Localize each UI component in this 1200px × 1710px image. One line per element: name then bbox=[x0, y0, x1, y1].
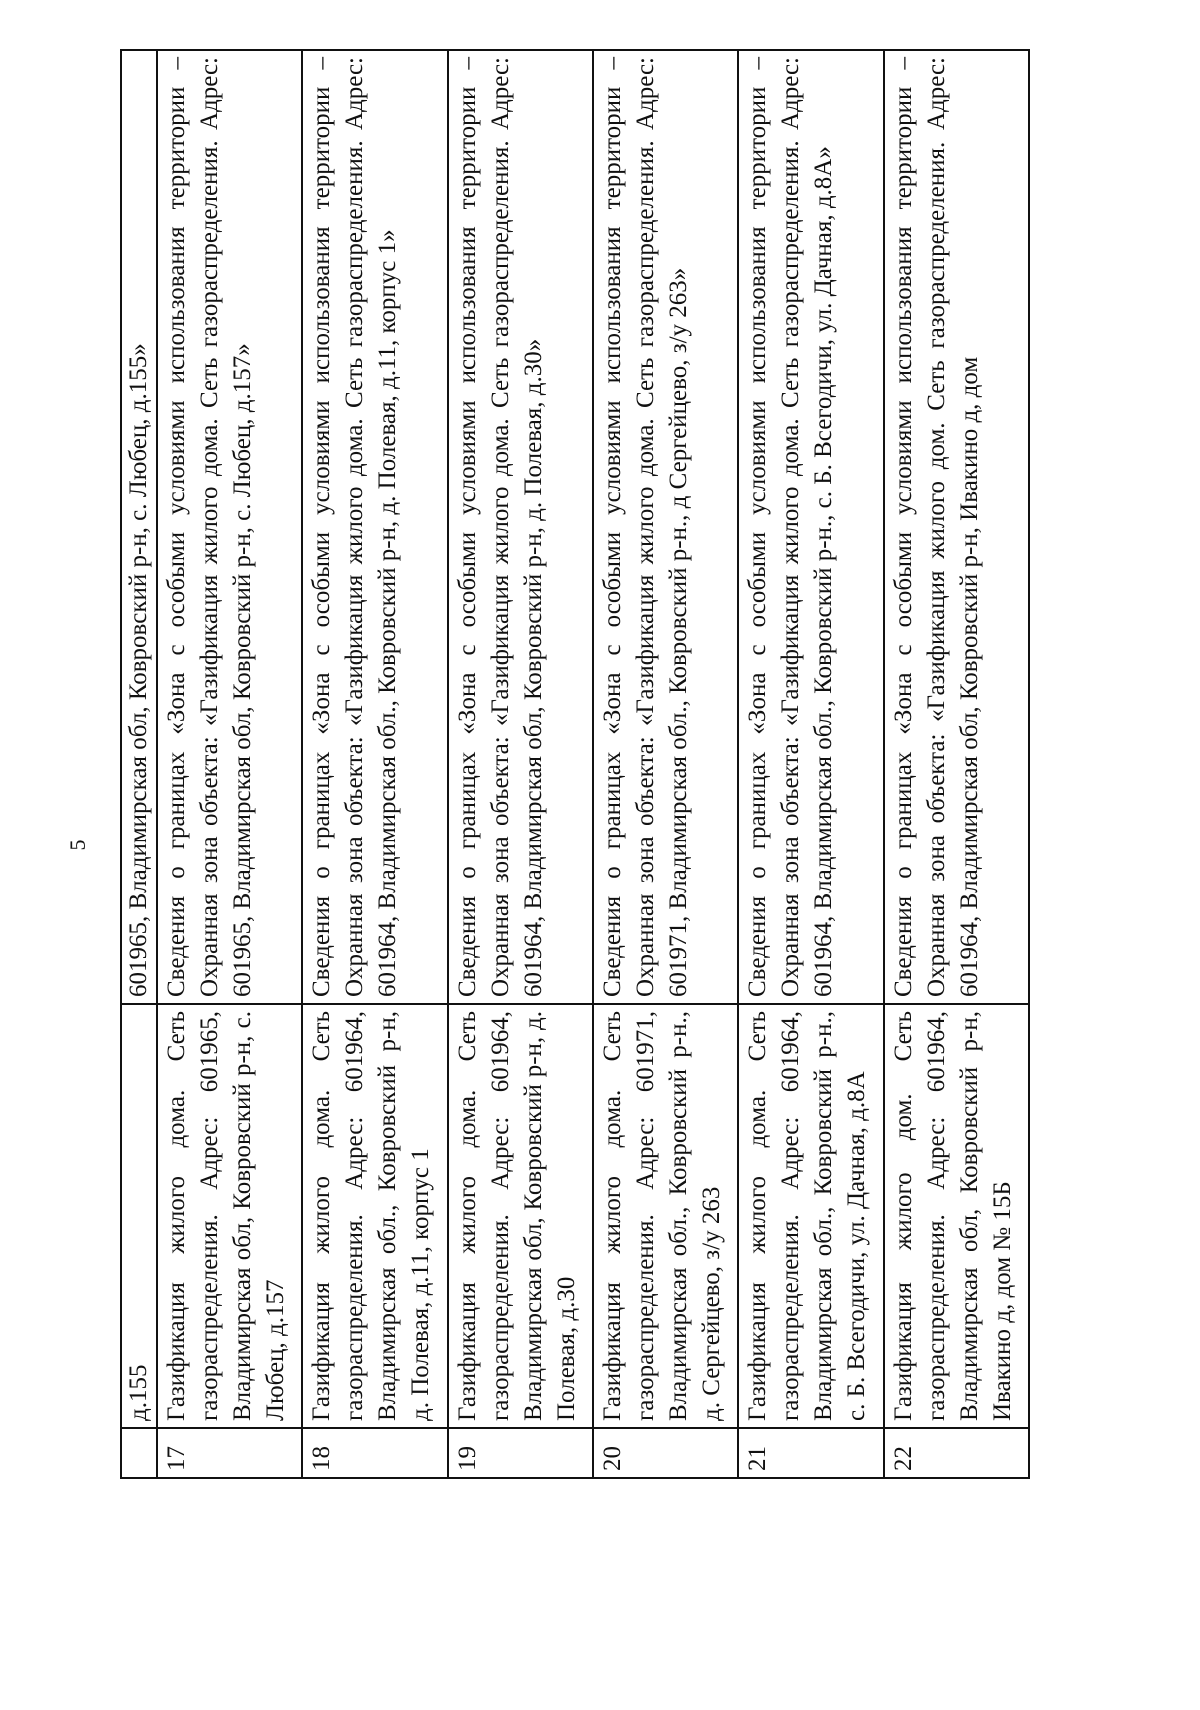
info-cell: Сведения о границах «Зона с особыми условиями использования территории – Охранная зона объекта: «Газификация жилого дома. Сеть газораспределения. Адрес: 601964, Владимирская обл., Ковровский р-н., с. Б. Всегодичи, ул. Дачная, д.8А» bbox=[738, 50, 883, 1004]
table-row bbox=[738, 50, 883, 1478]
info-cell: 601965, Владимирская обл, Ковровский р-н, с. Любец, д.155» bbox=[121, 50, 157, 1004]
rotated-table-container bbox=[120, 49, 1030, 1479]
object-cell: Газификация жилого дом. Сеть газораспределения. Адрес: 601964, Владимирская обл, Ковровский р-н, Ивакино д, дом № 15Б bbox=[884, 1004, 1029, 1428]
table-row bbox=[448, 50, 593, 1478]
object-cell: Газификация жилого дома. Сеть газораспределения. Адрес: 601971, Владимирская обл., Ковровский р-н., д. Сергейцево, з/у 263 bbox=[593, 1004, 738, 1428]
object-cell: Газификация жилого дома. Сеть газораспределения. Адрес: 601965, Владимирская обл, Ковровский р-н, с. Любец, д.157 bbox=[157, 1004, 302, 1428]
table-row bbox=[302, 50, 447, 1478]
object-cell: Газификация жилого дома. Сеть газораспределения. Адрес: 601964, Владимирская обл., Ковровский р-н, д. Полевая, д.11, корпус 1 bbox=[302, 1004, 447, 1428]
object-cell: Газификация жилого дома. Сеть газораспределения. Адрес: 601964, Владимирская обл., Ковровский р-н., с. Б. Всегодичи, ул. Дачная, д.8А bbox=[738, 1004, 883, 1428]
row-number-cell: 21 bbox=[738, 1428, 883, 1478]
table-row bbox=[157, 50, 302, 1478]
info-cell: Сведения о границах «Зона с особыми условиями использования территории – Охранная зона объекта: «Газификация жилого дом. Сеть газораспределения. Адрес: 601964, Владимирская обл, Ковровский р-н, Ивакино д, дом bbox=[884, 50, 1029, 1004]
info-cell: Сведения о границах «Зона с особыми условиями использования территории – Охранная зона объекта: «Газификация жилого дома. Сеть газораспределения. Адрес: 601964, Владимирская обл., Ковровский р-н, д. Полевая, д.11, корпус 1» bbox=[302, 50, 447, 1004]
row-number-cell: 22 bbox=[884, 1428, 1029, 1478]
row-number-cell: 20 bbox=[593, 1428, 738, 1478]
table-row bbox=[593, 50, 738, 1478]
info-cell: Сведения о границах «Зона с особыми условиями использования территории – Охранная зона объекта: «Газификация жилого дома. Сеть газораспределения. Адрес: 601964, Владимирская обл, Ковровский р-н, д. Полевая, д.30» bbox=[448, 50, 593, 1004]
object-cell: Газификация жилого дома. Сеть газораспределения. Адрес: 601964, Владимирская обл, Ковровский р-н, д. Полевая, д.30 bbox=[448, 1004, 593, 1428]
zones-table bbox=[120, 49, 1030, 1479]
row-number-cell bbox=[121, 1428, 157, 1478]
table-row-continued bbox=[121, 50, 157, 1478]
page-number: 5 bbox=[65, 839, 90, 851]
row-number-cell: 17 bbox=[157, 1428, 302, 1478]
row-number-cell: 18 bbox=[302, 1428, 447, 1478]
info-cell: Сведения о границах «Зона с особыми условиями использования территории – Охранная зона объекта: «Газификация жилого дома. Сеть газораспределения. Адрес: 601971, Владимирская обл., Ковровский р-н., д Сергейцево, з/у 263» bbox=[593, 50, 738, 1004]
row-number-cell: 19 bbox=[448, 1428, 593, 1478]
table-row bbox=[884, 50, 1029, 1478]
info-cell: Сведения о границах «Зона с особыми условиями использования территории – Охранная зона объекта: «Газификация жилого дома. Сеть газораспределения. Адрес: 601965, Владимирская обл, Ковровский р-н, с. Любец, д.157» bbox=[157, 50, 302, 1004]
object-cell: д.155 bbox=[121, 1004, 157, 1428]
